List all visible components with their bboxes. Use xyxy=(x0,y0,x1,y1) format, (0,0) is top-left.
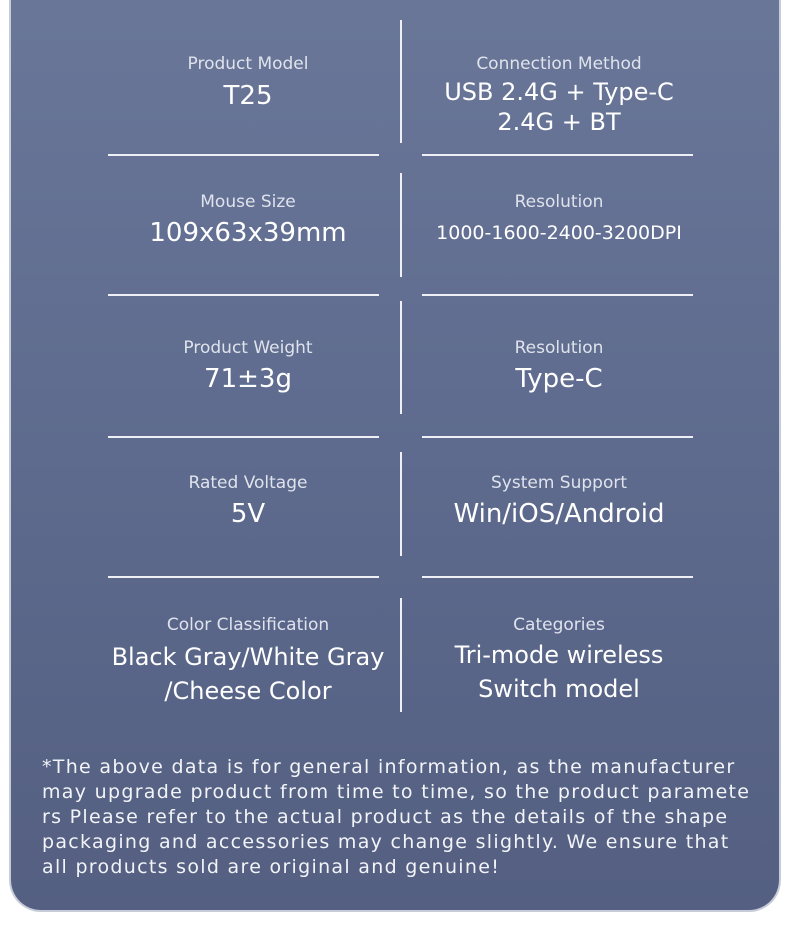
spec-label: Categories xyxy=(513,615,605,635)
spec-label: Resolution xyxy=(514,192,604,212)
spec-value: Tri-mode wireless Switch model xyxy=(454,641,664,703)
column-divider-row-4 xyxy=(400,452,402,556)
spec-label: Product Model xyxy=(187,54,309,74)
row-divider xyxy=(422,154,693,156)
spec-value: 1000-1600-2400-3200DPI xyxy=(436,222,682,244)
disclaimer-text: *The above data is for general information, as the manufacturer may upgrade product from time to time, so the product paramete rs Please refer to the actual product as the details of the shape packaging and accessories may change slightly. We ensure that all products sold are original and genuine! xyxy=(42,756,751,878)
spec-label: System Support xyxy=(491,473,627,493)
spec-label: Mouse Size xyxy=(200,192,296,212)
spec-card xyxy=(11,0,779,910)
spec-value: Type-C xyxy=(515,364,603,394)
spec-label: Rated Voltage xyxy=(188,473,308,493)
column-divider-row-2 xyxy=(400,173,402,277)
spec-value: T25 xyxy=(223,81,273,111)
row-divider xyxy=(108,294,379,296)
spec-value: 5V xyxy=(230,499,266,529)
spec-label: Connection Method xyxy=(476,54,642,74)
column-divider-row-3 xyxy=(400,301,402,414)
spec-label: Color Classification xyxy=(166,615,330,635)
row-divider xyxy=(422,436,693,438)
column-divider-row-5 xyxy=(400,598,402,712)
spec-label: Product Weight xyxy=(183,338,313,358)
spec-value: Win/iOS/Android xyxy=(453,499,665,529)
column-divider-row-1 xyxy=(400,20,402,143)
spec-value: USB 2.4G + Type-C 2.4G + BT xyxy=(444,78,674,136)
spec-label: Resolution xyxy=(514,338,604,358)
spec-value: Black Gray/White Gray /Cheese Color xyxy=(111,643,385,705)
row-divider xyxy=(108,576,379,578)
row-divider xyxy=(108,436,379,438)
spec-value: 71±3g xyxy=(204,364,292,394)
spec-value: 109x63x39mm xyxy=(149,218,347,248)
row-divider xyxy=(422,576,693,578)
row-divider xyxy=(108,154,379,156)
row-divider xyxy=(422,294,693,296)
